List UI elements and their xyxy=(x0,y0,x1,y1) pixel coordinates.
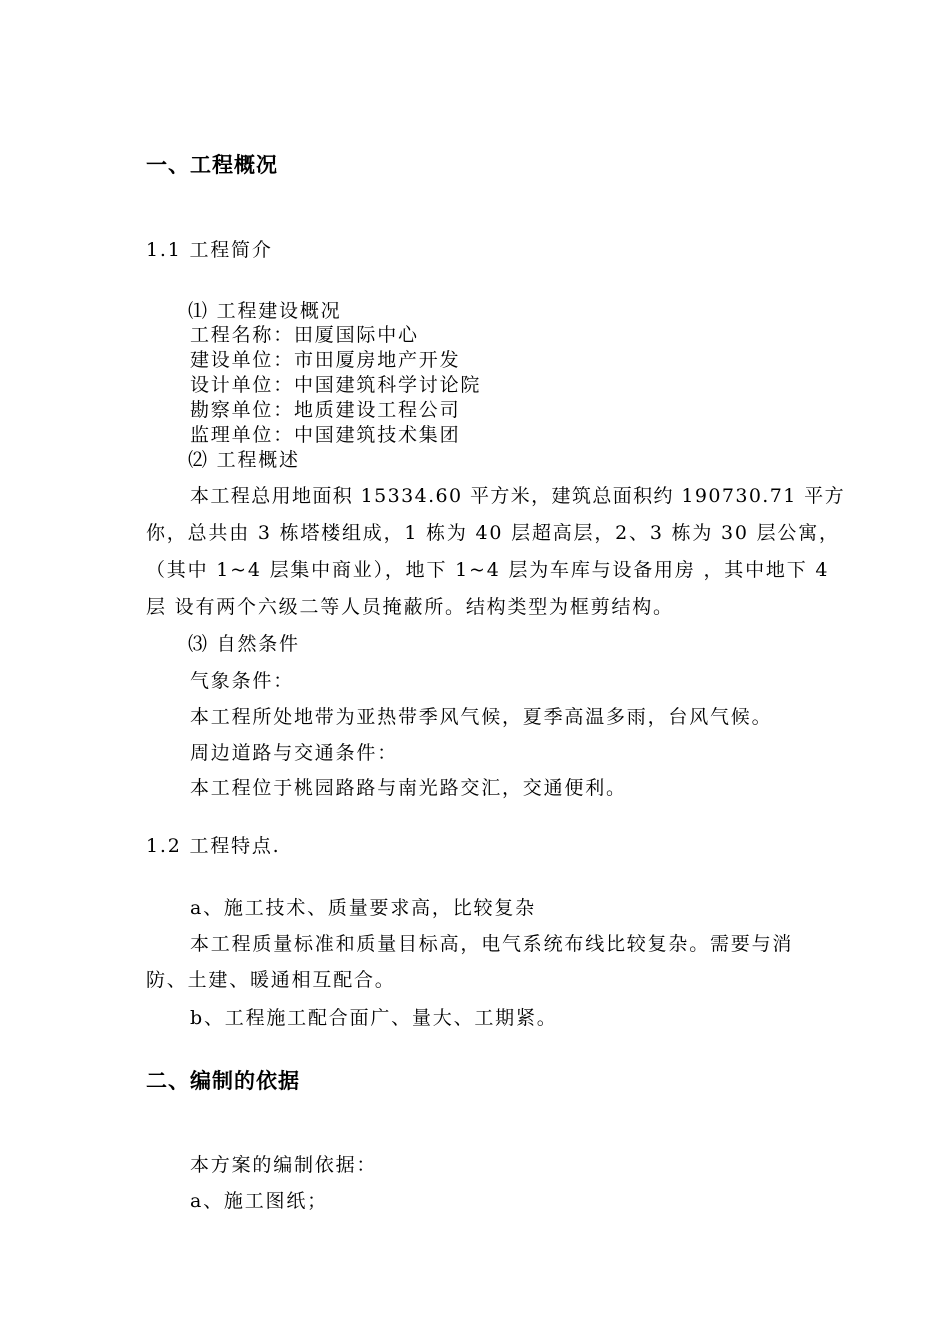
basis-intro: 本方案的编制依据： xyxy=(190,1154,378,1176)
feature-a-line-1: 本工程质量标准和质量目标高，电气系统布线比较复杂。需要与消 xyxy=(190,933,794,955)
section-2-heading: 二、编制的依据 xyxy=(146,1069,300,1093)
feature-b-heading: b、工程施工配合面广、量大、工期紧。 xyxy=(190,1007,558,1029)
natural-conditions-heading: ⑶ 自然条件 xyxy=(188,633,300,655)
construction-overview-heading: ⑴ 工程建设概况 xyxy=(188,300,342,322)
traffic-label: 周边道路与交通条件： xyxy=(190,742,399,764)
feature-a-line-2: 防、土建、暖通相互配合。 xyxy=(146,969,396,991)
overview-line-4: 层 设有两个六级二等人员掩蔽所。结构类型为框剪结构。 xyxy=(146,596,674,618)
subsection-1-2-heading: 1.2 工程特点. xyxy=(146,835,281,857)
subsection-1-1-heading: 1.1 工程简介 xyxy=(146,239,273,261)
climate-label: 气象条件： xyxy=(190,670,295,692)
overview-line-1: 本工程总用地面积 15334.60 平方米，建筑总面积约 190730.71 平方 xyxy=(190,485,845,507)
project-description-heading: ⑵ 工程概述 xyxy=(188,449,300,471)
builder-line: 建设单位：市田厦房地产开发 xyxy=(190,349,461,371)
designer-line: 设计单位：中国建筑科学讨论院 xyxy=(190,374,482,396)
overview-line-3: （其中 1~4 层集中商业），地下 1~4 层为车库与设备用房 ，其中地下 4 xyxy=(146,559,830,581)
surveyor-line: 勘察单位：地质建设工程公司 xyxy=(190,399,461,421)
supervisor-line: 监理单位：中国建筑技术集团 xyxy=(190,424,461,446)
basis-item-a: a、施工图纸； xyxy=(190,1190,328,1212)
overview-line-2: 你，总共由 3 栋塔楼组成，1 栋为 40 层超高层，2、3 栋为 30 层公寓， xyxy=(146,522,840,544)
section-1-heading: 一、工程概况 xyxy=(146,153,278,177)
project-name-line: 工程名称：田厦国际中心 xyxy=(190,324,419,346)
climate-text: 本工程所处地带为亚热带季风气候，夏季高温多雨，台风气候。 xyxy=(190,706,773,728)
traffic-text: 本工程位于桃园路路与南光路交汇，交通便利。 xyxy=(190,777,627,799)
feature-a-heading: a、施工技术、质量要求高，比较复杂 xyxy=(190,897,536,919)
